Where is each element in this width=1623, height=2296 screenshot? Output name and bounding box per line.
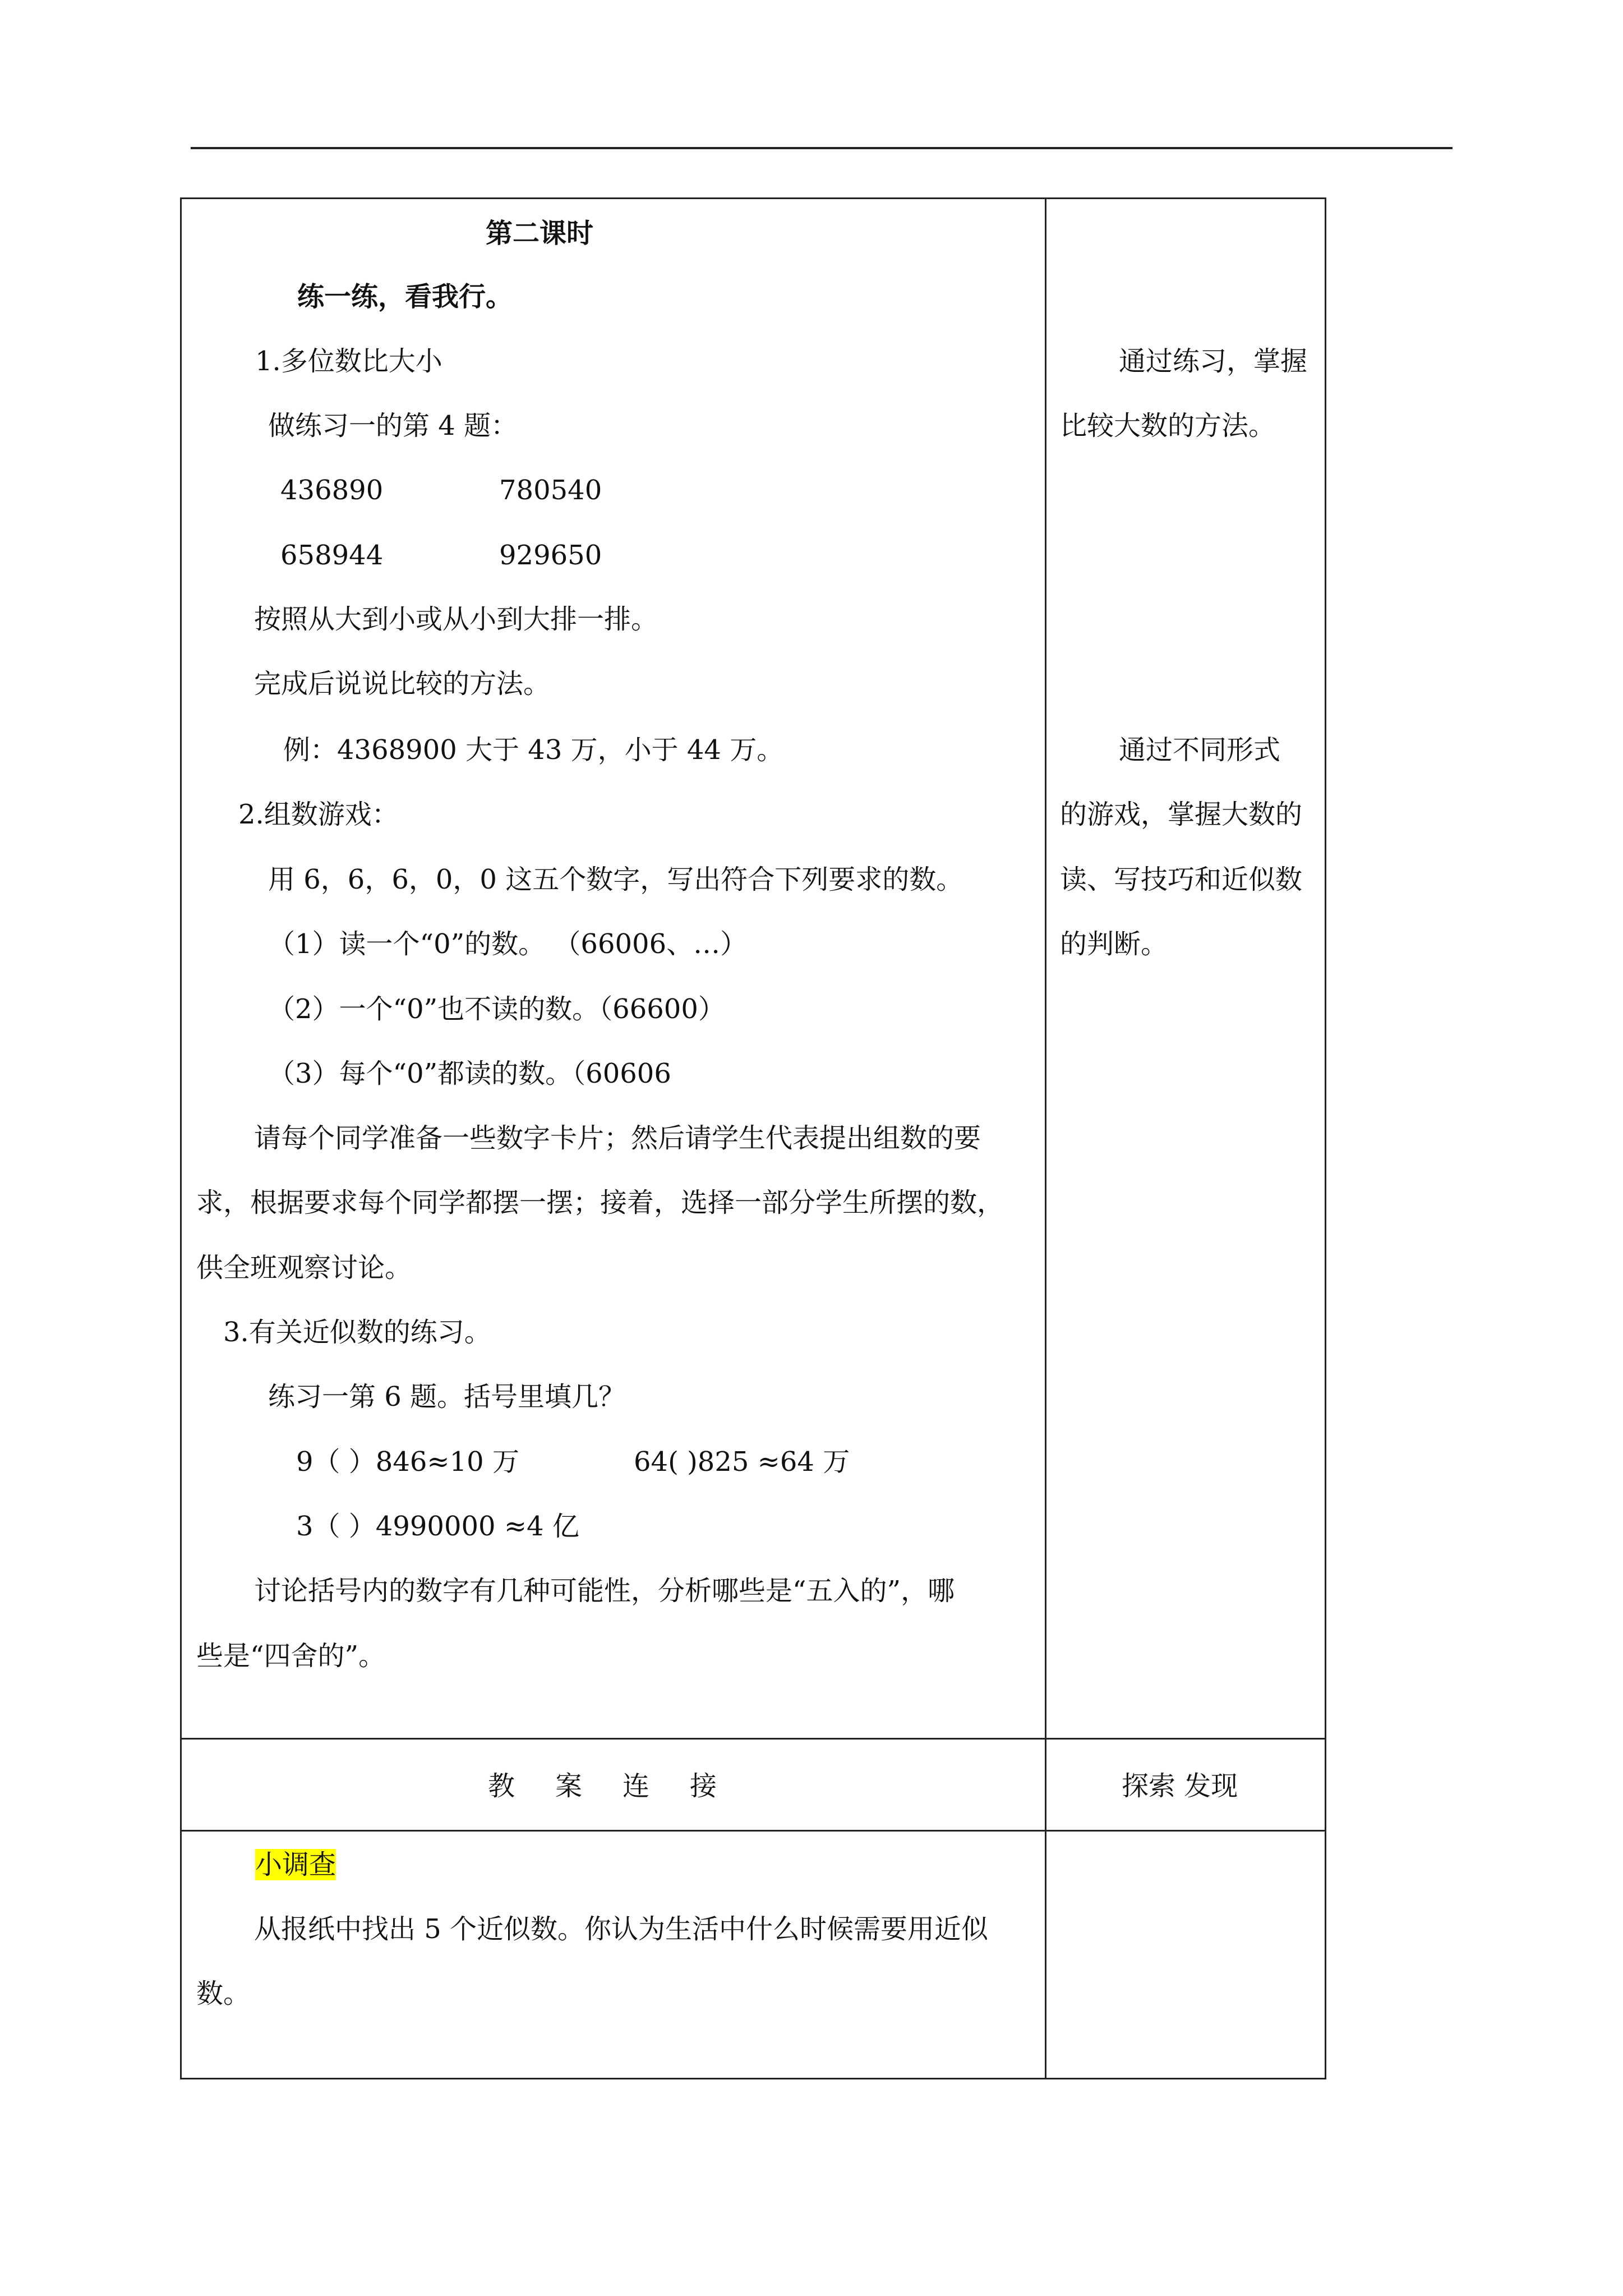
- item3-paragraph-line: 讨论括号内的数字有几种可能性，分析哪些是“五入的”，哪: [254, 1575, 955, 1607]
- note-line: 比较大数的方法。: [1060, 410, 1276, 441]
- item3-equation: 64( )825 ≈64 万: [634, 1446, 850, 1478]
- item1-task: 做练习一的第 4 题：: [268, 410, 518, 441]
- number-value: 929650: [499, 540, 602, 571]
- survey-title-highlight: 小调查: [255, 1849, 336, 1880]
- item3-equation: 9（ ）846≈10 万: [296, 1446, 519, 1478]
- table-border-top: [180, 197, 1326, 199]
- note-line: 通过练习，掌握: [1119, 346, 1308, 377]
- table-row-divider: [180, 1830, 1326, 1832]
- item1-after: 完成后说说比较的方法。: [254, 668, 551, 700]
- table-border-left: [180, 197, 182, 2079]
- item3-paragraph-line: 些是“四舍的”。: [196, 1640, 386, 1672]
- section-left-header-char: 接: [690, 1770, 717, 1802]
- note-line: 通过不同形式: [1119, 734, 1281, 766]
- number-value: 436890: [280, 475, 384, 506]
- item2-title: 2.组数游戏：: [238, 799, 399, 830]
- item2-question: （1）读一个“0”的数。 （66006、…）: [268, 928, 748, 960]
- section-left-header: [488, 1770, 717, 1802]
- lesson-heading: 第二课时: [486, 218, 594, 249]
- number-value: 658944: [280, 540, 384, 571]
- table-border-right: [1325, 197, 1326, 2079]
- table-border-bottom: [180, 2078, 1326, 2079]
- table-row-divider: [180, 1738, 1326, 1740]
- section-left-header-char: 案: [555, 1770, 583, 1802]
- header-rule: [191, 147, 1453, 149]
- section-left-header-char: 连: [623, 1770, 650, 1802]
- number-value: 780540: [499, 475, 602, 506]
- item2-question: （2）一个“0”也不读的数。（66600）: [268, 993, 725, 1025]
- item2-question: （3）每个“0”都读的数。（60606: [268, 1058, 671, 1089]
- item2-paragraph-line: 求，根据要求每个同学都摆一摆；接着，选择一部分学生所摆的数，: [196, 1187, 1004, 1218]
- item2-task: 用 6，6，6，0，0 这五个数字，写出符合下列要求的数。: [268, 864, 963, 895]
- item1-example: 例：4368900 大于 43 万，小于 44 万。: [283, 734, 784, 766]
- survey-title: [255, 1851, 336, 1878]
- note-line: 的游戏，掌握大数的: [1060, 799, 1303, 830]
- survey-line: 数。: [196, 1978, 251, 2009]
- item3-task: 练习一第 6 题。括号里填几？: [268, 1381, 626, 1412]
- item3-equation: 3（ ）4990000 ≈4 亿: [296, 1511, 579, 1542]
- section-left-header-char: 教: [488, 1770, 515, 1802]
- table-column-divider: [1045, 197, 1046, 2079]
- note-line: 的判断。: [1060, 928, 1168, 960]
- note-line: 读、写技巧和近似数: [1060, 864, 1303, 895]
- item1-title: 1.多位数比大小: [255, 346, 442, 377]
- lesson-subheading: 练一练，看我行。: [297, 281, 513, 312]
- item3-title: 3.有关近似数的练习。: [223, 1317, 491, 1348]
- section-right-header: 探索 发现: [1122, 1770, 1238, 1802]
- item1-sort: 按照从大到小或从小到大排一排。: [254, 604, 658, 635]
- survey-line: 从报纸中找出 5 个近似数。你认为生活中什么时候需要用近似: [254, 1913, 989, 1945]
- item2-paragraph-line: 请每个同学准备一些数字卡片；然后请学生代表提出组数的要: [254, 1122, 981, 1154]
- item2-paragraph-line: 供全班观察讨论。: [196, 1252, 412, 1283]
